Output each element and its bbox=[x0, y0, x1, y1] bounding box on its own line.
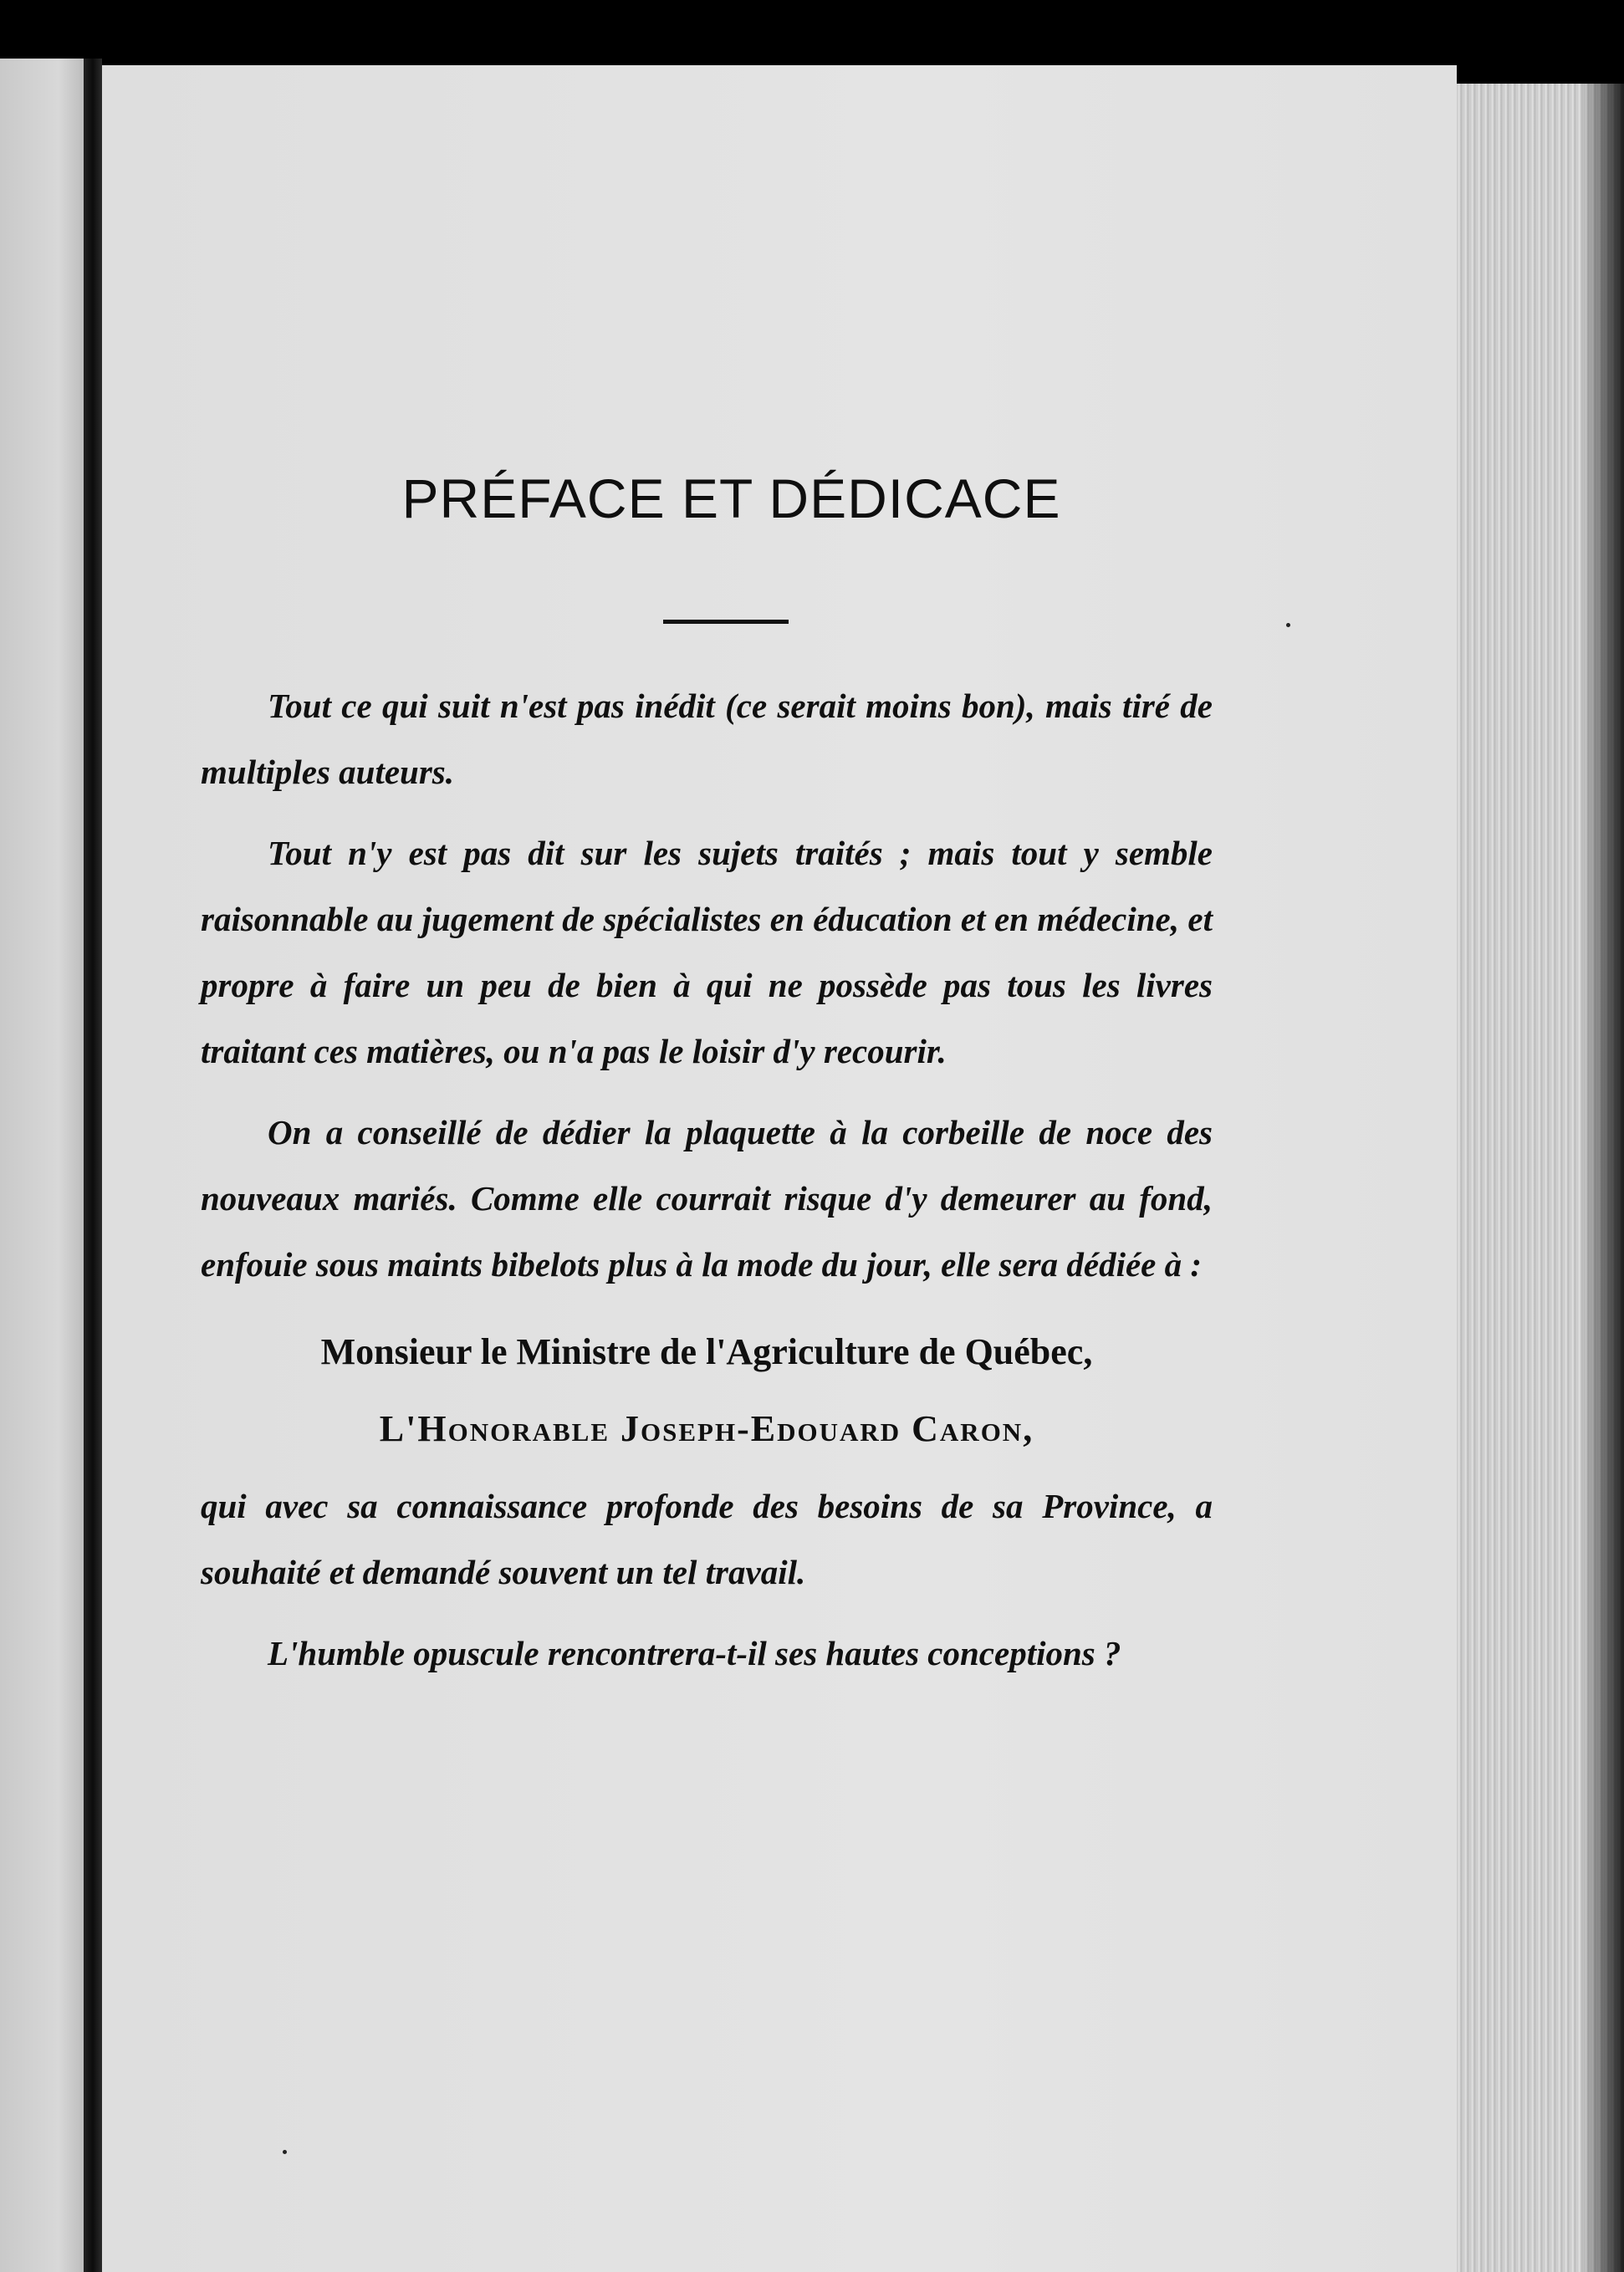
paragraph-3: On a conseillé de dédier la plaquette à la corbeille de noce des nouveaux mariés. Comme elle courrait risque d'y demeurer au fond, enfouie sous maints bibelots plus à la mode du jour, elle sera dédiée à : bbox=[201, 1113, 1213, 1284]
dedication-line: Monsieur le Ministre de l'Agriculture de Québec, bbox=[320, 1331, 1093, 1372]
page-title: PRÉFACE ET DÉDICACE bbox=[401, 467, 1061, 529]
dust-speck bbox=[1286, 623, 1290, 627]
facing-page-edge bbox=[0, 59, 84, 2272]
paragraph-1: Tout ce qui suit n'est pas inédit (ce serait moins bon), mais tiré de multiples auteurs. bbox=[201, 687, 1213, 791]
title-rule bbox=[663, 620, 789, 624]
book-gutter bbox=[84, 59, 102, 2272]
page-stack-edge bbox=[1457, 84, 1624, 2272]
paragraph-2: Tout n'y est pas dit sur les sujets traités ; mais tout y semble raisonnable au jugement de spécialistes en éducation et en médecine, et propre à faire un peu de bien à qui ne possède pas tous les livres traitant ces matières, ou n'a pas le loisir d'y recourir. bbox=[201, 834, 1213, 1070]
dust-speck bbox=[283, 2150, 287, 2154]
preface-body bbox=[201, 673, 1213, 1702]
dedication-name: L'Honorable Joseph-Edouard Caron, bbox=[379, 1408, 1034, 1449]
paragraph-4: qui avec sa connaissance profonde des besoins de sa Province, a souhaité et demandé souvent un tel travail. bbox=[201, 1487, 1213, 1591]
paragraph-5: L'humble opuscule rencontrera-t-il ses hautes conceptions ? bbox=[268, 1634, 1121, 1672]
